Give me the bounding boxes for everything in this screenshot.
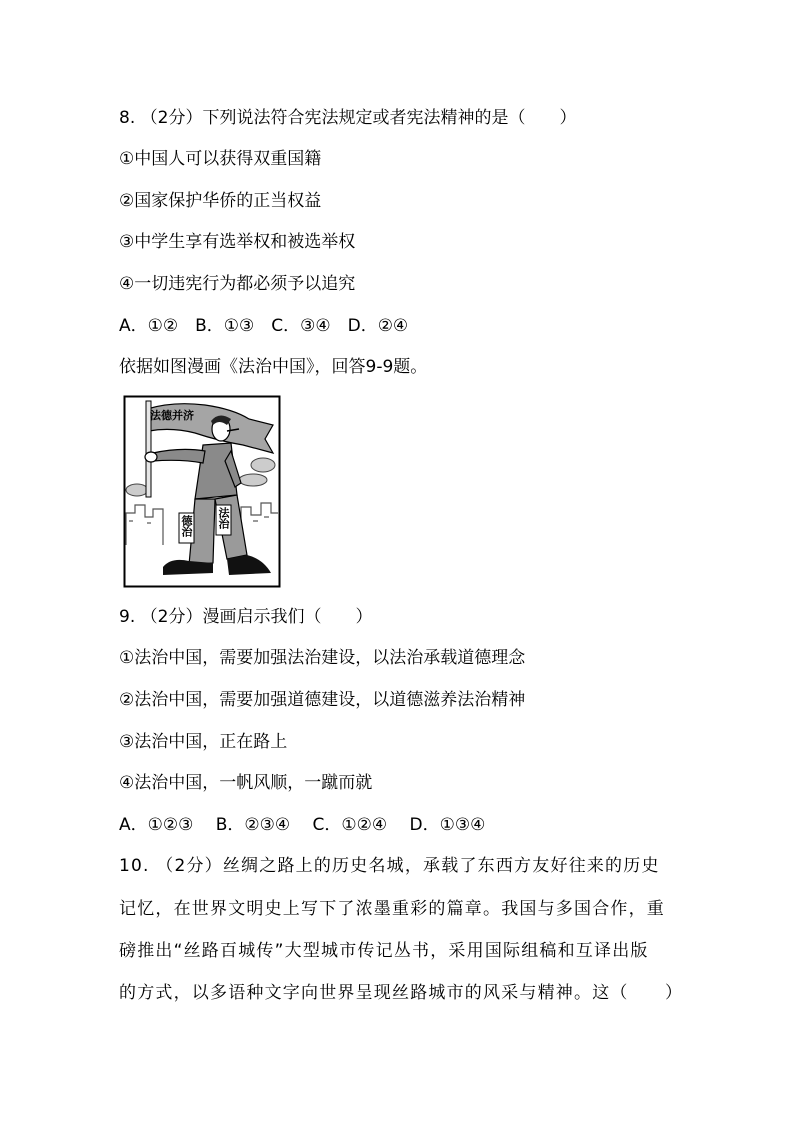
q8-option-2: ②国家保护华侨的正当权益 [119, 191, 322, 211]
flag-text: 法德并济 [150, 409, 194, 422]
q9-option-2: ②法治中国，需要加强道德建设，以道德滋养法治精神 [119, 690, 526, 710]
q9-option-1: ①法治中国，需要加强法治建设，以法治承载道德理念 [119, 648, 526, 668]
q8-option-1: ①中国人可以获得双重国籍 [119, 149, 322, 169]
q9-option-3: ③法治中国，正在路上 [119, 732, 288, 752]
q10-line-4: 的方式，以多语种文字向世界呈现丝路城市的风采与精神。这（ ） [119, 983, 684, 1003]
right-leg-label: 法治 [217, 507, 230, 529]
q9-choices: A．①②③ B．②③④ C．①②④ D．①③④ [119, 815, 486, 835]
q8-option-3: ③中学生享有选举权和被选举权 [119, 232, 356, 252]
q8-choices: A．①② B．①③ C．③④ D．②④ [119, 316, 409, 336]
cartoon-intro: 依据如图漫画《法治中国》，回答9-9题。 [119, 357, 428, 377]
q10-line-1: 10. （2分）丝绸之路上的历史名城，承载了东西方友好往来的历史 [119, 856, 660, 876]
q9-stem: 9. （2分）漫画启示我们（ ） [119, 607, 373, 627]
q8-option-4: ④一切违宪行为都必须予以追究 [119, 274, 356, 294]
q10-line-2: 记忆，在世界文明史上写下了浓墨重彩的篇章。我国与多国合作，重 [119, 899, 665, 919]
q9-option-4: ④法治中国，一帆风顺，一蹴而就 [119, 773, 373, 793]
left-leg-label: 德治 [180, 515, 193, 537]
q10-line-3: 磅推出“丝路百城传”大型城市传记丛书，采用国际组稿和互译出版 [119, 941, 649, 961]
cartoon-image [123, 395, 281, 588]
q8-stem: 8. （2分）下列说法符合宪法规定或者宪法精神的是（ ） [119, 108, 577, 128]
